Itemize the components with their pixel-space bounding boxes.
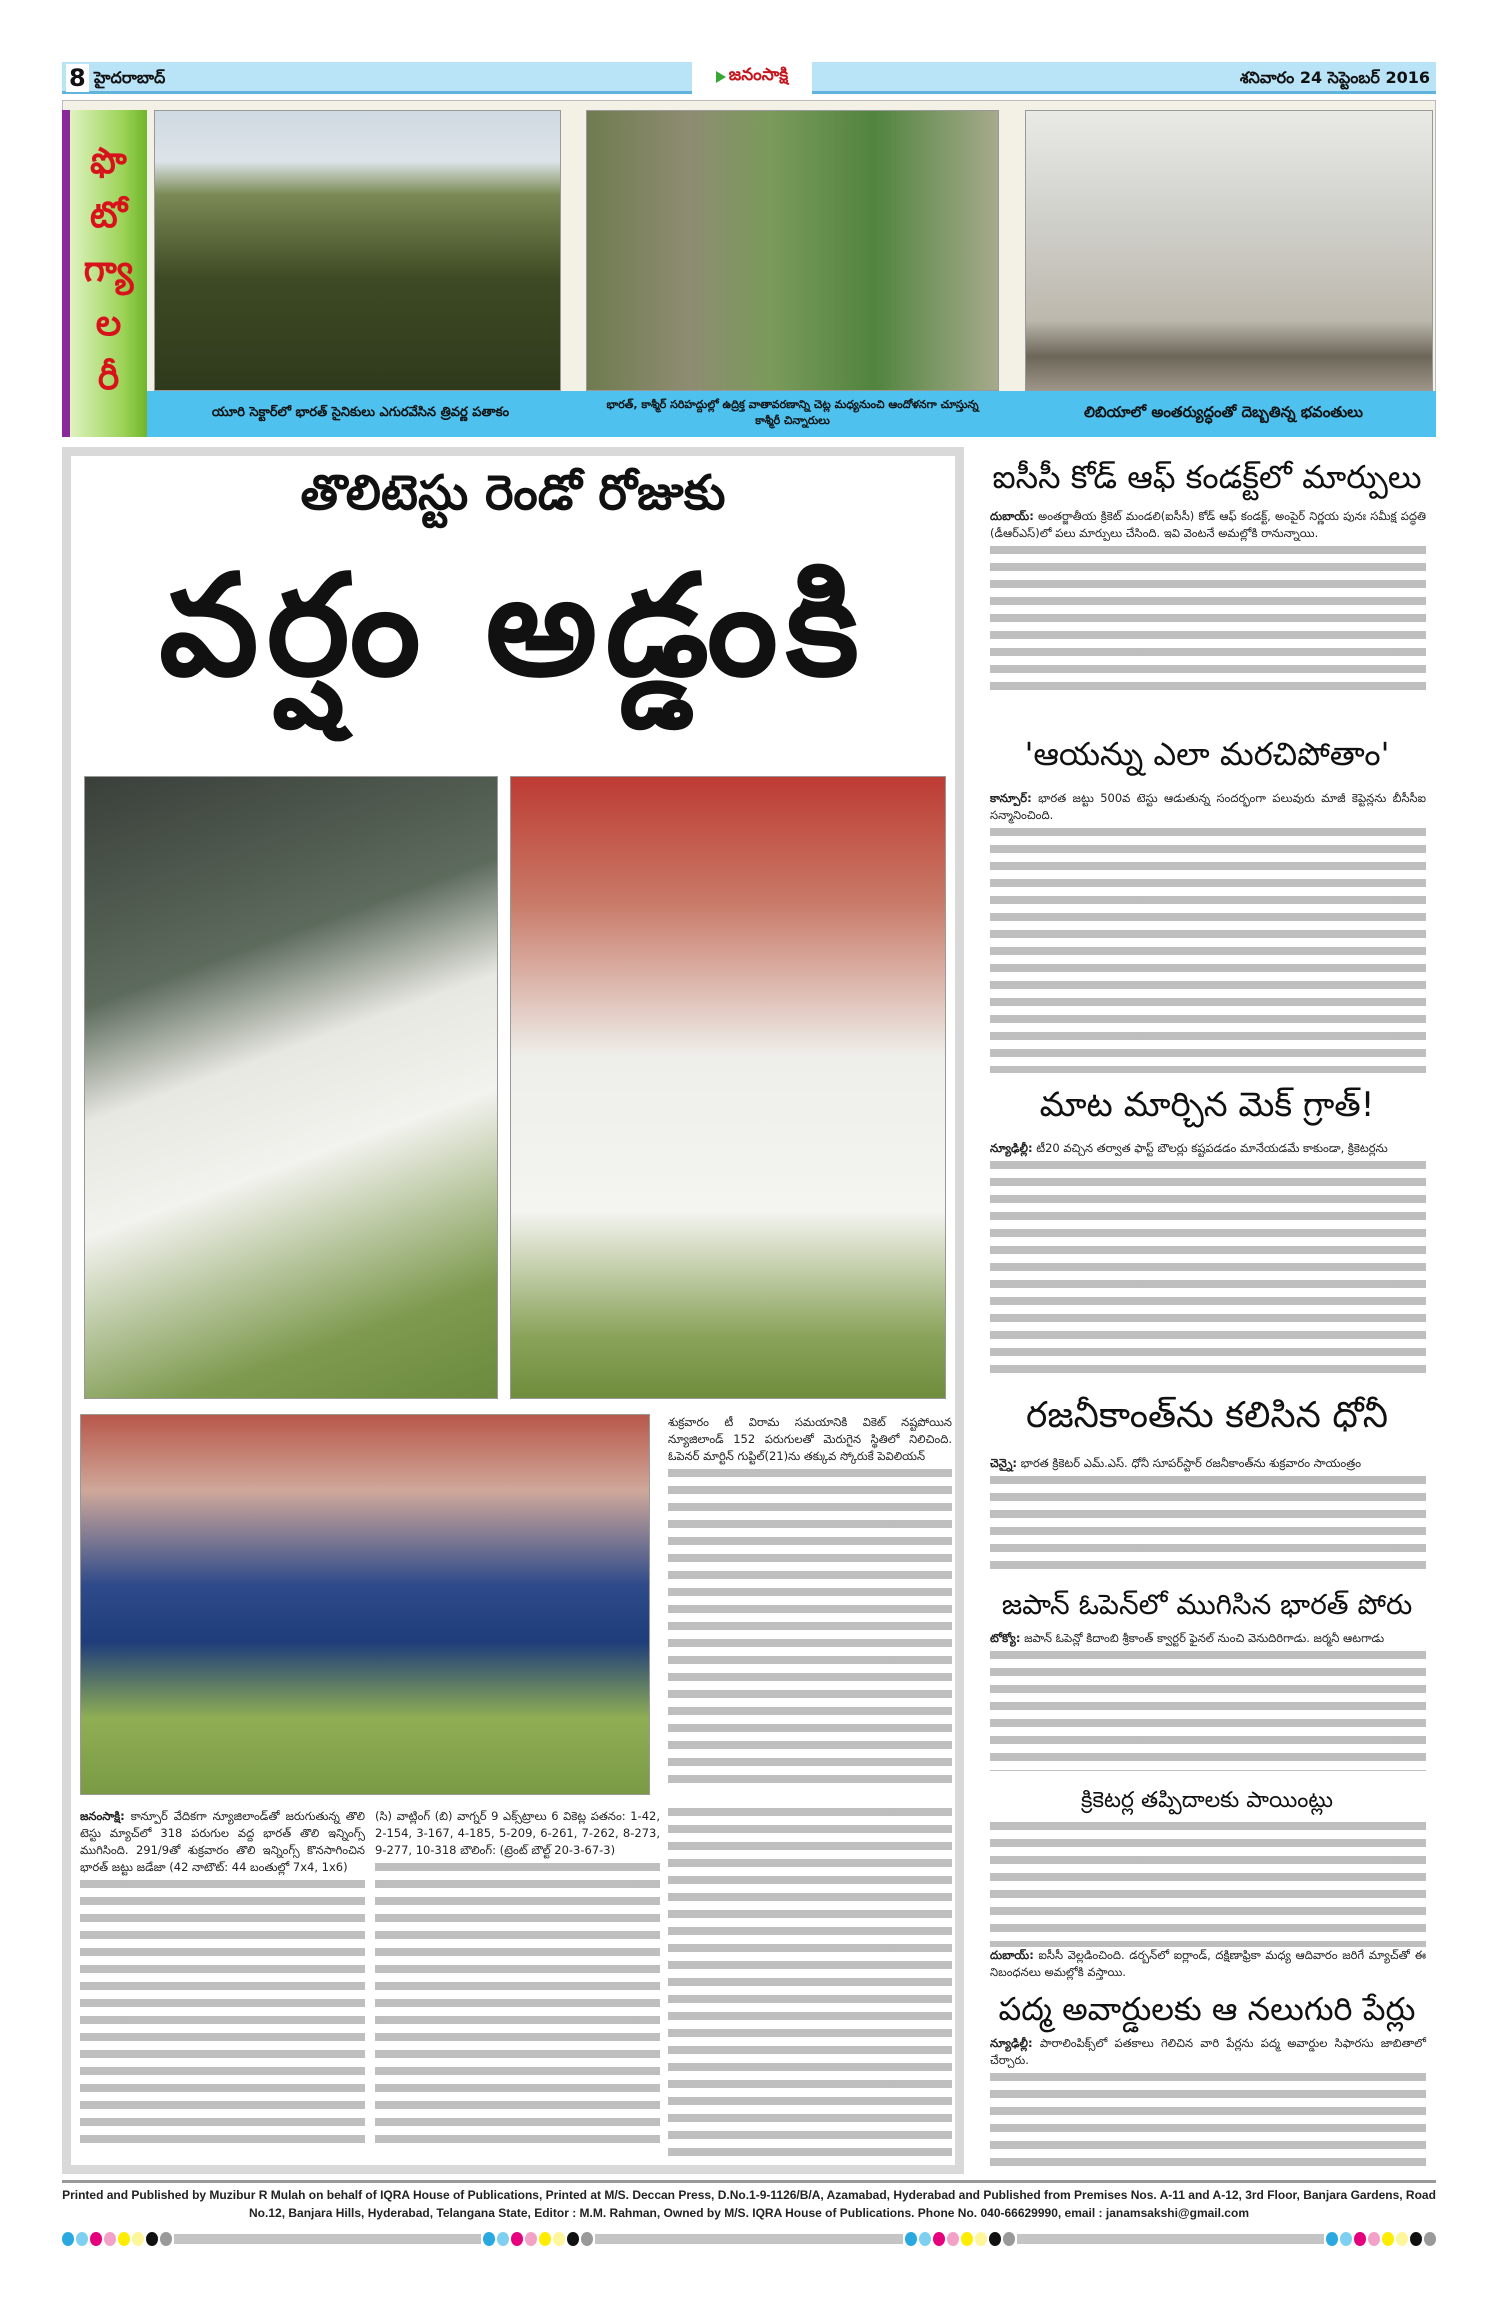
gallery-label-char: గ్యా [83,248,134,290]
text-lines [990,1822,1426,1947]
article-body [990,1455,1426,1576]
text-lines [668,1808,952,2163]
article-body [990,790,1426,1073]
color-swatch [118,2232,130,2246]
lead-col2-text: (సి) వాట్లింగ్ (బి) వాగ్నర్ 9 ఎక్స్‌ట్రాలు 6 వికెట్ల పతనం: 1-42, 2-154, 3-167, 4-185, 5-209, 6-261, 7-262, 8-273, 9-277, 10-318 బౌలింగ్: (ట్రెంట్ బౌల్ట్ 20-3-67-3) [375,1809,660,1857]
article-headline: మాట మార్చిన మెక్ గ్రాత్! [1039,1085,1375,1125]
lead-column-3 [668,1414,952,1789]
lead-kicker: తొలిటెస్టు రెండో రోజుకు [300,465,726,521]
color-swatch [483,2232,495,2246]
text-lines [375,1863,660,2143]
color-swatch [919,2232,931,2246]
lead-column-2 [375,1808,660,2143]
text-lines [668,1469,952,1789]
color-swatch [947,2232,959,2246]
color-swatch [132,2232,144,2246]
article-text: భారత జట్టు 500వ టెస్టు ఆడుతున్న సందర్భంగా పలువురు మాజీ కెప్టెన్లను బీసీసీఐ సన్మానించింది. [990,791,1426,822]
issue-date: శనివారం 24 సెప్టెంబర్ 2016 [1239,68,1430,87]
color-swatch [553,2232,565,2246]
text-lines [990,1161,1426,1376]
article-text: అంతర్జాతీయ క్రికెట్ మండలి(ఐసీసీ) కోడ్ ఆఫ్ కండక్ట్, అంపైర్ నిర్ణయ పునః సమీక్ష పద్ధతి (డీఆర్‌ఎస్)లో పలు మార్పులు చేసింది. ఇవి వెంటనే అమల్లోకి రానున్నాయి. [990,509,1427,540]
color-swatch [961,2232,973,2246]
gallery-caption: లిబియాలో అంతర్యుద్ధంతో దెబ్బతిన్న భవంతులు [1011,391,1436,437]
color-swatch [581,2232,593,2246]
page-header [62,62,1436,94]
text-lines [990,1651,1426,1771]
dateline: జనంసాక్షి: [80,1809,125,1823]
gallery-photo-kashmir-children [586,110,999,391]
color-swatch [511,2232,523,2246]
text-lines [80,1880,365,2150]
gallery-photo-libya-buildings [1025,110,1433,391]
photo-rain-covers [80,1414,650,1795]
color-swatch [539,2232,551,2246]
article-headline: 'ఆయన్ను ఎలా మరచిపోతాం' [1024,735,1390,773]
dateline: న్యూఢిల్లీ: [990,2036,1033,2050]
article-body [990,1630,1426,1771]
gallery-label-char: ల [95,302,122,344]
article-headline: రజనీకాంత్‌ను కలిసిన ధోనీ [1025,1395,1389,1436]
color-swatch [933,2232,945,2246]
article-headline: జపాన్ ఓపెన్‌లో ముగిసిన భారత్ పోరు [1001,1588,1413,1621]
gray-bar [1017,2234,1324,2244]
article-body [990,2035,1426,2173]
logo-text: జనంసాక్షి [728,65,789,85]
leaf-icon [716,71,726,83]
color-swatch [905,2232,917,2246]
gallery-label-char: ఫొ [90,140,127,182]
gray-bar [595,2234,902,2244]
gray-bar [174,2234,481,2244]
gallery-label [62,110,147,437]
dateline: దుబాయ్: [990,1948,1034,1962]
color-swatch [90,2232,102,2246]
gallery-caption: యూరి సెక్టార్‌లో భారత్ సైనికులు ఎగురవేసిన త్రివర్ణ పతాకం [147,391,574,437]
lead-col3-text: శుక్రవారం టీ విరామ సమయానికి వికెట్ నష్టపోయిన న్యూజిలాండ్ 152 పరుగులతో మెరుగైన స్థితిలో నిలిచింది. ఓపెనర్ మార్టిన్ గుప్టిల్(21)ను తక్కువ స్కోరుకే పెవిలియన్ [668,1415,952,1463]
footer-rule [62,2180,1436,2183]
article-headline: పద్మ అవార్డులకు ఆ నలుగురి పేర్లు [998,1990,1416,2028]
lead-headline: వర్షం అడ్డంకి [159,545,867,708]
color-swatch [989,2232,1001,2246]
gallery-label-char: రీ [97,356,120,398]
dateline: టోక్యో: [990,1631,1021,1645]
lead-column-3-cont [668,1808,952,2163]
dateline: కాన్పూర్: [990,791,1032,805]
dateline: చెన్నై: [990,1456,1017,1470]
color-swatch [1396,2232,1408,2246]
gallery-photo-flag-hill [154,110,561,391]
color-swatch [1424,2232,1436,2246]
imprint-line: Printed and Published by Muzibur R Mulah on behalf of IQRA House of Publications, Printed at M/S. Deccan Press, D.No.1-9-1126/B/A, Azamabad, Hyderabad and Published from Premises Nos. A-11 and A-12, 3rd Floor, Banjara Gardens, Road No.12, Banjara Hills, Hyderabad, Telangana State, Editor : M.M. Rahman, Owned by M/S. IQRA House of Publications. Phone No. 040-66629990, email : janamsakshi@gmail.com [62,2188,1436,2220]
color-swatch [975,2232,987,2246]
color-swatch [1382,2232,1394,2246]
printer-color-bar [62,2232,1436,2246]
edition-city: హైదరాబాద్ [94,68,166,87]
color-swatch [1340,2232,1352,2246]
color-swatch [62,2232,74,2246]
color-swatch [525,2232,537,2246]
article-text: జపాన్ ఓపెన్లో కిదాంబి శ్రీకాంత్ క్వార్టర్ ఫైనల్ నుంచి వెనుదిరిగాడు. జర్మనీ ఆటగాడు [1024,1631,1385,1645]
color-swatch [76,2232,88,2246]
dateline: దుబాయ్: [990,509,1034,523]
color-swatch [497,2232,509,2246]
lead-col1-text: కాన్పూర్ వేదికగా న్యూజిలాండ్‌తో జరుగుతున్న తొలి టెస్టు మ్యాచ్‌లో 318 పరుగుల వద్ద భారత్ తొలి ఇన్నింగ్స్ ముగిసింది. 291/9తో శుక్రవారం తొలి ఇన్నింగ్స్ కొనసాగించిన భారత్ జట్టు జడేజా (42 నాటౌట్: 44 బంతుల్లో 7x4, 1x6) [80,1809,366,1874]
text-lines [990,828,1426,1073]
article-text: పారాలింపిక్స్‌లో పతకాలు గెలిచిన వారి పేర్లను పద్మ అవార్డుల సిఫారసు జాబితాలో చేర్చారు. [990,2036,1426,2067]
article-text: ఐసీసీ వెల్లడించింది. డర్బన్‌లో ఐర్లాండ్, దక్షిణాఫ్రికా మధ్య ఆదివారం జరిగే మ్యాచ్‌తో ఈ నిబంధనలు అమల్లోకి వస్తాయి. [990,1948,1427,1979]
gallery-caption: భారత్, కాశ్మీర్ సరిహద్దుల్లో ఉద్రిక్త వాతావరణాన్ని చెట్ల మధ్యనుంచి ఆందోళనగా చూస్తున్న కాశ్మీరీ చిన్నారులు [574,391,1011,437]
color-swatch [1354,2232,1366,2246]
color-swatch [1003,2232,1015,2246]
color-swatch [146,2232,158,2246]
article-text: భారత క్రికెటర్ ఎమ్.ఎస్. ధోనీ సూపర్‌స్టార్ రజనీకాంత్‌ను శుక్రవారం సాయంత్రం [1020,1456,1362,1470]
article-body [990,1140,1426,1376]
color-swatch [1410,2232,1422,2246]
dateline: న్యూఢిల్లీ: [990,1141,1033,1155]
color-swatch [1368,2232,1380,2246]
lead-column-1 [80,1808,365,2150]
text-lines [990,2073,1426,2173]
photo-batsman-williamson [84,776,498,1399]
color-swatch [1326,2232,1338,2246]
photo-batsman-latham [510,776,946,1399]
color-swatch [160,2232,172,2246]
gallery-label-char: టో [89,194,128,236]
newspaper-logo [692,58,812,96]
article-headline: ఐసీసీ కోడ్ ఆఫ్ కండక్ట్‌లో మార్పులు [992,458,1422,496]
article-headline: క్రికెటర్ల తప్పిదాలకు పాయింట్లు [1080,1788,1333,1813]
text-lines [990,1476,1426,1576]
article-text: టీ20 వచ్చిన తర్వాత ఫాస్ట్ బౌలర్లు కష్టపడడం మానేయడమే కాకుండా, క్రికెటర్లను [1036,1141,1388,1155]
color-swatch [104,2232,116,2246]
page-number: 8 [66,64,89,92]
article-body [990,1822,1426,1981]
color-swatch [567,2232,579,2246]
article-body [990,508,1426,691]
text-lines [990,546,1426,691]
